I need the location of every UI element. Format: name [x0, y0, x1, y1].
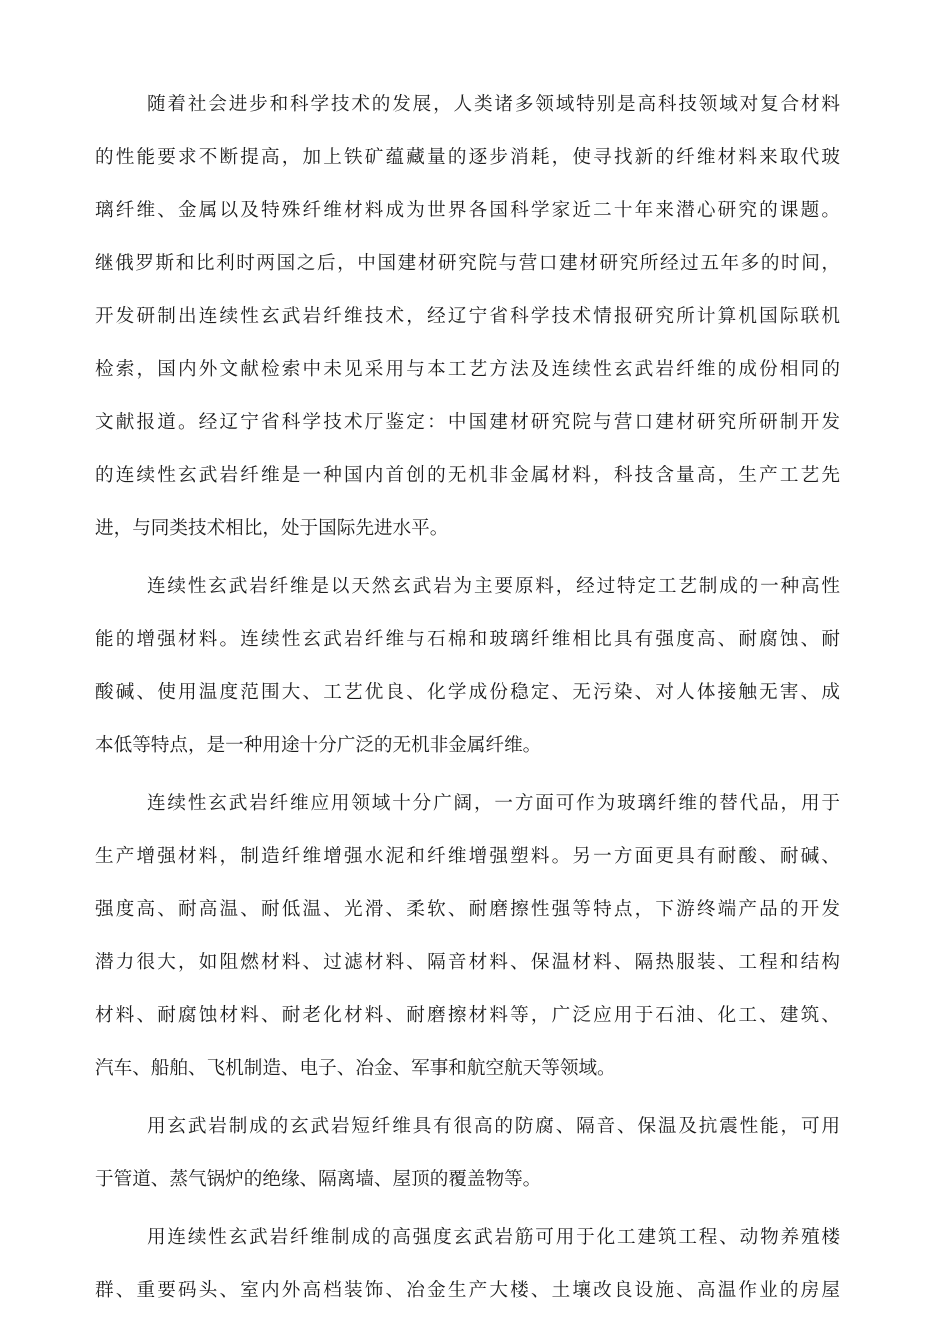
text-line: 继俄罗斯和比利时两国之后，中国建材研究院与营口建材研究所经过五年多的时间，: [95, 253, 840, 274]
text-line: 汽车、船舶、飞机制造、电子、冶金、军事和航空航天等领域。: [95, 1058, 616, 1079]
paragraph-basalt-fiber-definition: [95, 560, 840, 772]
text-line: 连续性玄武岩纤维应用领域十分广阔，一方面可作为玻璃纤维的替代品，用于: [147, 793, 840, 814]
text-line: 开发研制出连续性玄武岩纤维技术，经辽宁省科学技术情报研究所计算机国际联机: [95, 306, 840, 327]
text-line: 潜力很大，如阻燃材料、过滤材料、隔音材料、保温材料、隔热服装、工程和结构: [95, 952, 840, 973]
paragraph-development-background: [95, 78, 840, 555]
text-line: 璃纤维、金属以及特殊纤维材料成为世界各国科学家近二十年来潜心研究的课题。: [95, 200, 840, 221]
text-line: 酸碱、使用温度范围大、工艺优良、化学成份稳定、无污染、对人体接触无害、成: [95, 682, 840, 703]
document-body: [95, 78, 840, 1322]
paragraph-basalt-rebar-uses: [95, 1211, 840, 1317]
text-line: 能的增强材料。连续性玄武岩纤维与石棉和玻璃纤维相比具有强度高、耐腐蚀、耐: [95, 629, 840, 650]
text-line: 本低等特点，是一种用途十分广泛的无机非金属纤维。: [95, 735, 542, 756]
paragraph-application-fields: [95, 777, 840, 1095]
text-line: 强度高、耐高温、耐低温、光滑、柔软、耐磨擦性强等特点，下游终端产品的开发: [95, 899, 840, 920]
text-line: 用连续性玄武岩纤维制成的高强度玄武岩筋可用于化工建筑工程、动物养殖楼: [147, 1227, 840, 1248]
text-line: 用玄武岩制成的玄武岩短纤维具有很高的防腐、隔音、保温及抗震性能，可用: [147, 1116, 840, 1137]
text-line: 进，与同类技术相比，处于国际先进水平。: [95, 518, 449, 539]
text-line: 群、重要码头、室内外高档装饰、冶金生产大楼、土壤改良设施、高温作业的房屋: [95, 1280, 840, 1301]
text-line: 材料、耐腐蚀材料、耐老化材料、耐磨擦材料等，广泛应用于石油、化工、建筑、: [95, 1005, 840, 1026]
text-line: 于管道、蒸气锅炉的绝缘、隔离墙、屋顶的覆盖物等。: [95, 1169, 542, 1190]
text-line: 的连续性玄武岩纤维是一种国内首创的无机非金属材料，科技含量高，生产工艺先: [95, 465, 840, 486]
text-line: 检索，国内外文献检索中未见采用与本工艺方法及连续性玄武岩纤维的成份相同的: [95, 359, 840, 380]
text-line: 文献报道。经辽宁省科学技术厅鉴定：中国建材研究院与营口建材研究所研制开发: [95, 412, 840, 433]
text-line: 连续性玄武岩纤维是以天然玄武岩为主要原料，经过特定工艺制成的一种高性: [147, 576, 840, 597]
text-line: 生产增强材料，制造纤维增强水泥和纤维增强塑料。另一方面更具有耐酸、耐碱、: [95, 846, 840, 867]
paragraph-short-fiber-uses: [95, 1100, 840, 1206]
text-line: 随着社会进步和科学技术的发展，人类诸多领域特别是高科技领域对复合材料: [147, 94, 840, 115]
text-line: 的性能要求不断提高，加上铁矿蕴藏量的逐步消耗，使寻找新的纤维材料来取代玻: [95, 147, 840, 168]
